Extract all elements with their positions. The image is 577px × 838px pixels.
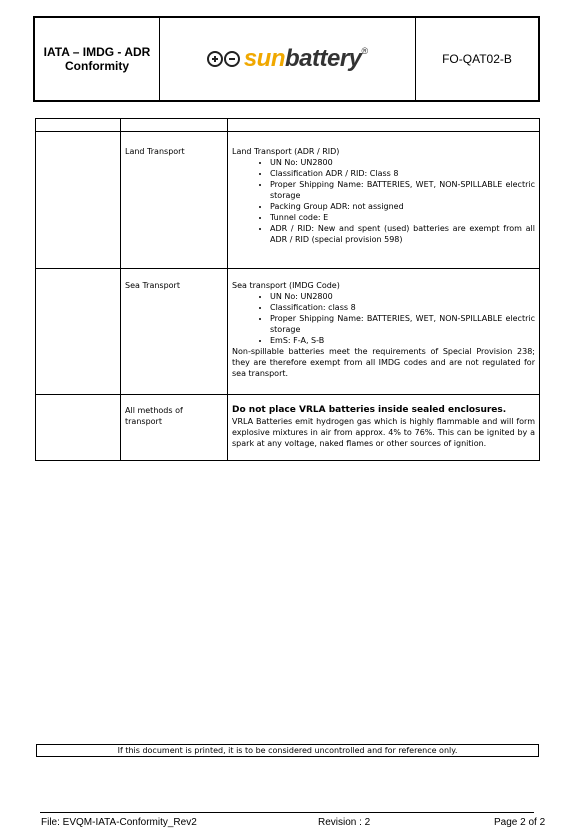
document-header (33, 16, 540, 102)
row-content (228, 132, 540, 269)
row-category: Land Transport (121, 132, 228, 269)
sea-bullet-list (232, 291, 535, 346)
table-row-sea (36, 269, 540, 395)
print-disclaimer: If this document is printed, it is to be considered uncontrolled and for reference only. (36, 744, 539, 757)
transport-table (35, 118, 540, 461)
list-item: • Classification: class 8 (270, 302, 535, 313)
header-title-cell (35, 18, 160, 100)
row-content (228, 395, 540, 461)
land-heading: Land Transport (ADR / RID) (232, 147, 340, 156)
row-category (121, 395, 228, 461)
list-item: • EmS: F-A, S-B (270, 335, 535, 346)
footer-page: Page 2 of 2 (494, 817, 546, 828)
list-item: • Classification ADR / RID: Class 8 (270, 168, 535, 179)
footer-rule (40, 812, 534, 813)
header-cell-empty-2 (121, 119, 228, 132)
list-item: • Packing Group ADR: not assigned (270, 201, 535, 212)
logo-sun-text: sun (243, 45, 285, 72)
row-empty-cell (36, 395, 121, 461)
list-item: • UN No: UN2800 (270, 291, 535, 302)
plus-icon (207, 51, 223, 67)
header-logo-cell (160, 18, 416, 100)
sea-heading: Sea transport (IMDG Code) (232, 281, 340, 290)
minus-icon (224, 51, 240, 67)
logo-battery-text: battery (285, 45, 362, 72)
category-line2: transport (125, 417, 162, 426)
sea-note: Non-spillable batteries meet the requirements of Special Provision 238; they are therefore exempt from all IMDG codes and are not regulated for sea transport. (232, 347, 535, 378)
category-line1: All methods of (125, 406, 183, 415)
doc-code-cell (416, 18, 538, 100)
sunbattery-logo (207, 45, 368, 73)
row-empty-cell (36, 269, 121, 395)
header-title-line2: Conformity (65, 59, 129, 73)
list-item: • Proper Shipping Name: BATTERIES, WET, NON-SPILLABLE electric storage (270, 179, 535, 201)
land-bullet-list (232, 157, 535, 245)
row-category: Sea Transport (121, 269, 228, 395)
warning-body: VRLA Batteries emit hydrogen gas which is highly flammable and will form explosive mixtures in air from approx. 4% to 76%. This can be ignited by a spark at any voltage, naked flames or other sources of ignition. (232, 417, 535, 448)
header-cell-empty-1 (36, 119, 121, 132)
list-item: • ADR / RID: New and spent (used) batteries are exempt from all ADR / RID (special provision 598) (270, 223, 535, 245)
footer-revision: Revision : 2 (318, 817, 371, 828)
list-item: • Proper Shipping Name: BATTERIES, WET, NON-SPILLABLE electric storage (270, 313, 535, 335)
doc-code: FO-QAT02-B (442, 52, 512, 66)
footer-file: File: EVQM-IATA-Conformity_Rev2 (41, 817, 197, 828)
header-cell-empty-3 (228, 119, 540, 132)
row-content (228, 269, 540, 395)
header-title-line1: IATA – IMDG - ADR (43, 45, 151, 59)
list-item: • UN No: UN2800 (270, 157, 535, 168)
table-row-all-methods (36, 395, 540, 461)
row-empty-cell (36, 132, 121, 269)
registered-mark: ® (361, 46, 369, 56)
table-row-land (36, 132, 540, 269)
list-item: • Tunnel code: E (270, 212, 535, 223)
warning-heading: Do not place VRLA batteries inside sealed enclosures. (232, 405, 507, 415)
table-header-row (36, 119, 540, 132)
